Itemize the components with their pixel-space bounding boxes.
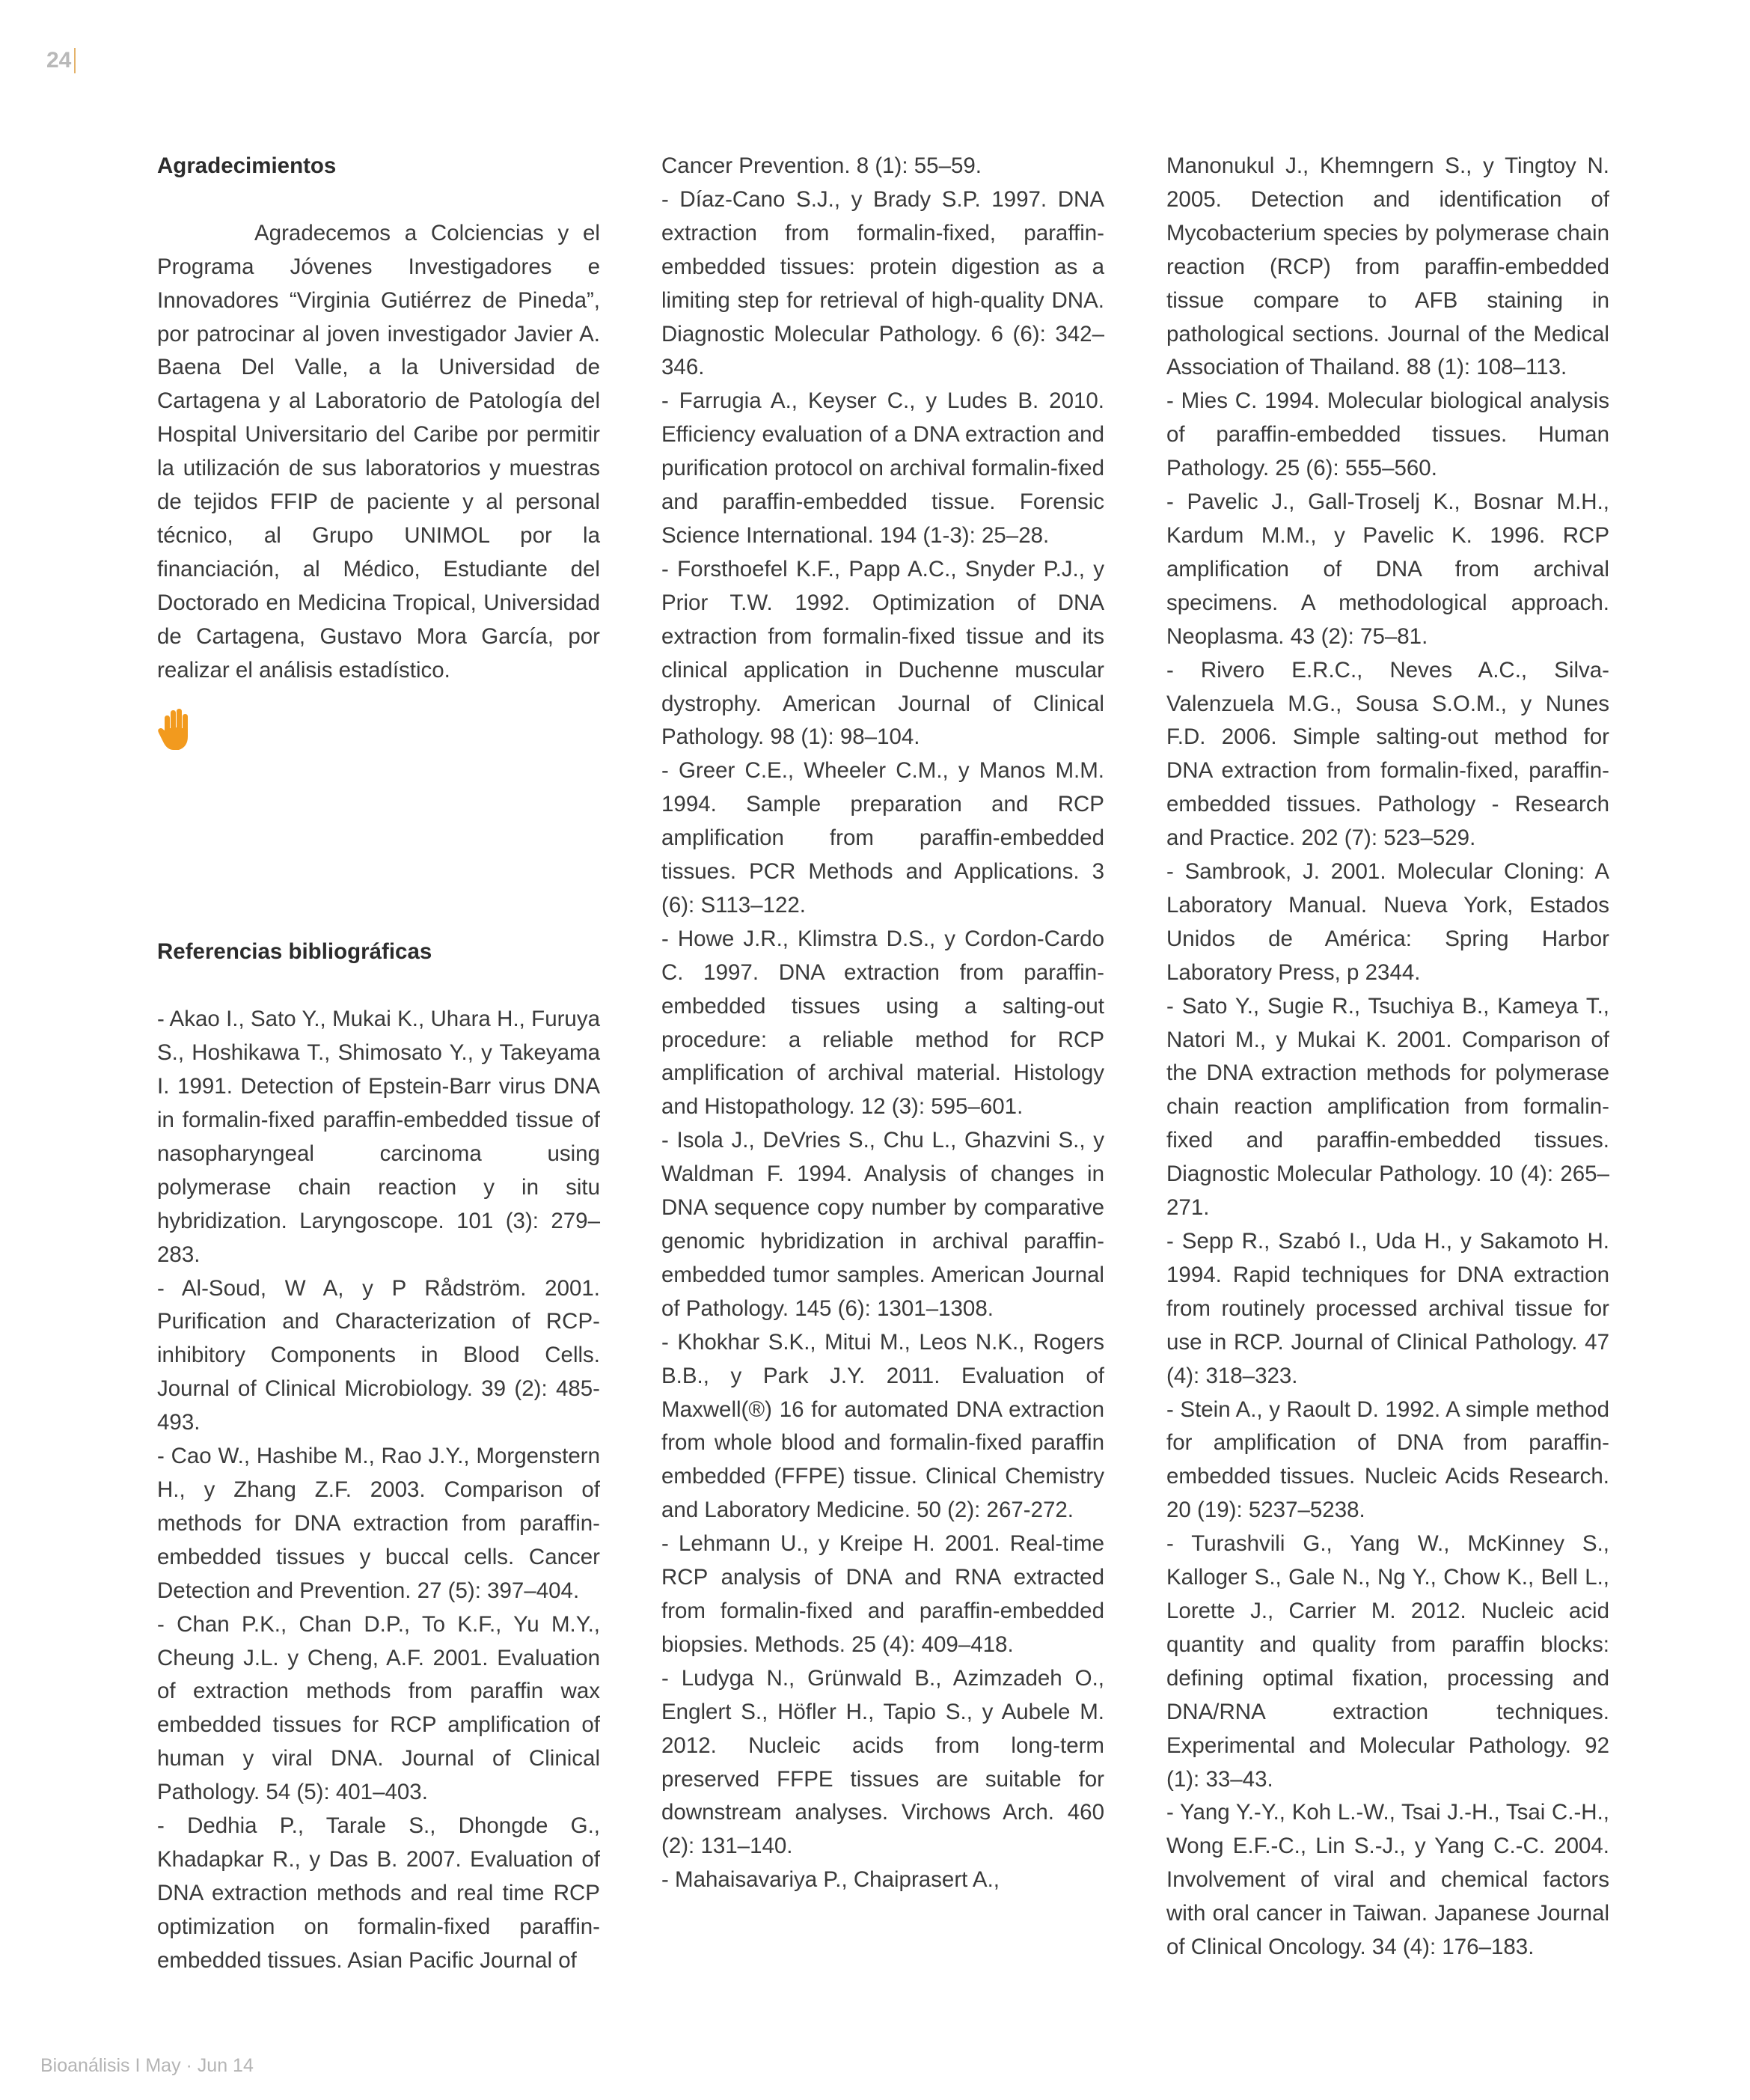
reference-item: - Greer C.E., Wheeler C.M., y Manos M.M. 1994. Sample preparation and RCP amplification from paraffin-embedded tissues. PCR Methods and Applications. 3 (6): S113–122.	[661, 758, 1104, 918]
reference-item: - Akao I., Sato Y., Mukai K., Uhara H., Furuya S., Hoshikawa T., Shimosato Y., y Takeyama I. 1991. Detection of Epstein-Barr virus DNA in formalin-fixed paraffin-embedded tissue of nasopharyngeal carcinoma using polymerase chain reaction y in situ hybridization. Laryngoscope. 101 (3): 279–283.	[157, 1007, 600, 1267]
reference-list-col1	[157, 1003, 600, 1977]
reference-item: - Chan P.K., Chan D.P., To K.F., Yu M.Y., Cheung J.L. y Cheng, A.F. 2001. Evaluation of extraction methods from paraffin wax embedded tissues for RCP amplification of human y viral DNA. Journal of Clinical Pathology. 54 (5): 401–403.	[157, 1611, 600, 1805]
reference-item: - Lehmann U., y Kreipe H. 2001. Real-time RCP analysis of DNA and RNA extracted from formalin-fixed and paraffin-embedded biopsies. Methods. 25 (4): 409–418.	[661, 1531, 1104, 1657]
page-number: 24	[46, 48, 76, 73]
reference-item: - Dedhia P., Tarale S., Dhongde G., Khadapkar R., y Das B. 2007. Evaluation of DNA extraction methods and real time RCP optimization on formalin-fixed paraffin-embedded tissues. Asian Pacific Journal of	[157, 1813, 600, 1973]
reference-item: - Pavelic J., Gall-Troselj K., Bosnar M.H., Kardum M.M., y Pavelic K. 1996. RCP amplification of DNA from archival specimens. A methodological approach. Neoplasma. 43 (2): 75–81.	[1166, 489, 1609, 649]
reference-item: - Mies C. 1994. Molecular biological analysis of paraffin-embedded tissues. Human Pathology. 25 (6): 555–560.	[1166, 388, 1609, 481]
reference-item: - Howe J.R., Klimstra D.S., y Cordon-Cardo C. 1997. DNA extraction from paraffin-embedded tissues using a salting-out procedure: a reliable method for RCP amplification of archival material. Histology and Histopathology. 12 (3): 595–601.	[661, 926, 1104, 1120]
column-2	[661, 150, 1104, 1897]
reference-item: Cancer Prevention. 8 (1): 55–59.	[661, 153, 982, 178]
reference-item: - Mahaisavariya P., Chaiprasert A.,	[661, 1867, 1000, 1893]
page-footer: Bioanálisis I May · Jun 14	[40, 2055, 254, 2076]
reference-item: - Sepp R., Szabó I., Uda H., y Sakamoto H. 1994. Rapid techniques for DNA extraction from routinely processed archival tissue for use in RCP. Journal of Clinical Pathology. 47 (4): 318–323.	[1166, 1229, 1609, 1388]
reference-item: - Stein A., y Raoult D. 1992. A simple method for amplification of DNA from paraffin-embedded tissues. Nucleic Acids Research. 20 (19): 5237–5238.	[1166, 1397, 1609, 1523]
acknowledgements-text: Agradecemos a Colciencias y el Programa Jóvenes Investigadores e Innovadores “Virginia Gutiérrez de Pineda”, por patrocinar al joven investigador Javier A. Baena Del Valle, a la Universidad de Cartagena y al Laboratorio de Patología del Hospital Universitario del Caribe por permitir la utilización de sus laboratorios y muestras de tejidos FFIP de paciente y al personal técnico, al Grupo UNIMOL por la financiación, al Médico, Estudiante del Doctorado en Medicina Tropical, Universidad de Cartagena, Gustavo Mora García, por realizar el análisis estadístico.	[157, 220, 600, 683]
reference-item: - Ludyga N., Grünwald B., Azimzadeh O., Englert S., Höfler H., Tapio S., y Aubele M. 2012. Nucleic acids from long-term preserved FFPE tissues are suitable for downstream analyses. Virchows Arch. 460 (2): 131–140.	[661, 1665, 1104, 1859]
reference-item: Manonukul J., Khemngern S., y Tingtoy N. 2005. Detection and identification of Mycobacterium species by polymerase chain reaction (RCP) from paraffin-embedded tissue compare to AFB staining in pathological sections. Journal of the Medical Association of Thailand. 88 (1): 108–113.	[1166, 153, 1609, 380]
reference-item: - Farrugia A., Keyser C., y Ludes B. 2010. Efficiency evaluation of a DNA extraction and purification protocol on archival formalin-fixed and paraffin-embedded tissue. Forensic Science International. 194 (1-3): 25–28.	[661, 388, 1104, 548]
reference-item: - Díaz-Cano S.J., y Brady S.P. 1997. DNA extraction from formalin-fixed, paraffin-embedded tissues: protein digestion as a limiting step for retrieval of high-quality DNA. Diagnostic Molecular Pathology. 6 (6): 342–346.	[661, 186, 1104, 380]
reference-item: - Cao W., Hashibe M., Rao J.Y., Morgenstern H., y Zhang Z.F. 2003. Comparison of methods for DNA extraction from paraffin-embedded tissues y buccal cells. Cancer Detection and Prevention. 27 (5): 397–404.	[157, 1444, 600, 1603]
column-1	[157, 150, 600, 1978]
references-title: Referencias bibliográficas	[157, 939, 432, 965]
reference-item: - Al-Soud, W A, y P Rådström. 2001. Purification and Characterization of RCP-inhibitory Components in Blood Cells. Journal of Clinical Microbiology. 39 (2): 485-493.	[157, 1275, 600, 1435]
reference-item: - Turashvili G., Yang W., McKinney S., Kalloger S., Gale N., Ng Y., Chow K., Bell L., Lorette J., Carrier M. 2012. Nucleic acid quantity and quality from paraffin blocks: defining optimal fixation, processing and DNA/RNA extraction techniques. Experimental and Molecular Pathology. 92 (1): 33–43.	[1166, 1531, 1609, 1792]
reference-item: - Yang Y.-Y., Koh L.-W., Tsai J.-H., Tsai C.-H., Wong E.F.-C., Lin S.-J., y Yang C.-C. 2004. Involvement of viral and chemical factors with oral cancer in Taiwan. Japanese Journal of Clinical Oncology. 34 (4): 176–183.	[1166, 1800, 1609, 1960]
reference-item: - Isola J., DeVries S., Chu L., Ghazvini S., y Waldman F. 1994. Analysis of changes in DNA sequence copy number by comparative genomic hybridization in archival paraffin-embedded tumor samples. American Journal of Pathology. 145 (6): 1301–1308.	[661, 1128, 1104, 1321]
reference-item: - Sato Y., Sugie R., Tsuchiya B., Kameya T., Natori M., y Mukai K. 2001. Comparison of the DNA extraction methods for polymerase chain reaction amplification from formalin-fixed and paraffin-embedded tissues. Diagnostic Molecular Pathology. 10 (4): 265–271.	[1166, 993, 1609, 1221]
column-3	[1166, 150, 1609, 1965]
reference-item: - Forsthoefel K.F., Papp A.C., Snyder P.J., y Prior T.W. 1992. Optimization of DNA extraction from formalin-fixed tissue and its clinical application in Duchenne muscular dystrophy. American Journal of Clinical Pathology. 98 (1): 98–104.	[661, 556, 1104, 750]
reference-item: - Rivero E.R.C., Neves A.C., Silva-Valenzuela M.G., Sousa S.O.M., y Nunes F.D. 2006. Simple salting-out method for DNA extraction from formalin-fixed, paraffin-embedded tissues. Pathology - Research and Practice. 202 (7): 523–529.	[1166, 657, 1609, 851]
reference-item: - Khokhar S.K., Mitui M., Leos N.K., Rogers B.B., y Park J.Y. 2011. Evaluation of Maxwell(®) 16 for automated DNA extraction from whole blood and formalin-fixed paraffin embedded (FFPE) tissue. Clinical Chemistry and Laboratory Medicine. 50 (2): 267-272.	[661, 1329, 1104, 1523]
acknowledgements-title: Agradecimientos	[157, 153, 337, 178]
hand-icon	[157, 708, 193, 753]
reference-item: - Sambrook, J. 2001. Molecular Cloning: A Laboratory Manual. Nueva York, Estados Unidos de América: Spring Harbor Laboratory Press, p 2344.	[1166, 859, 1609, 985]
